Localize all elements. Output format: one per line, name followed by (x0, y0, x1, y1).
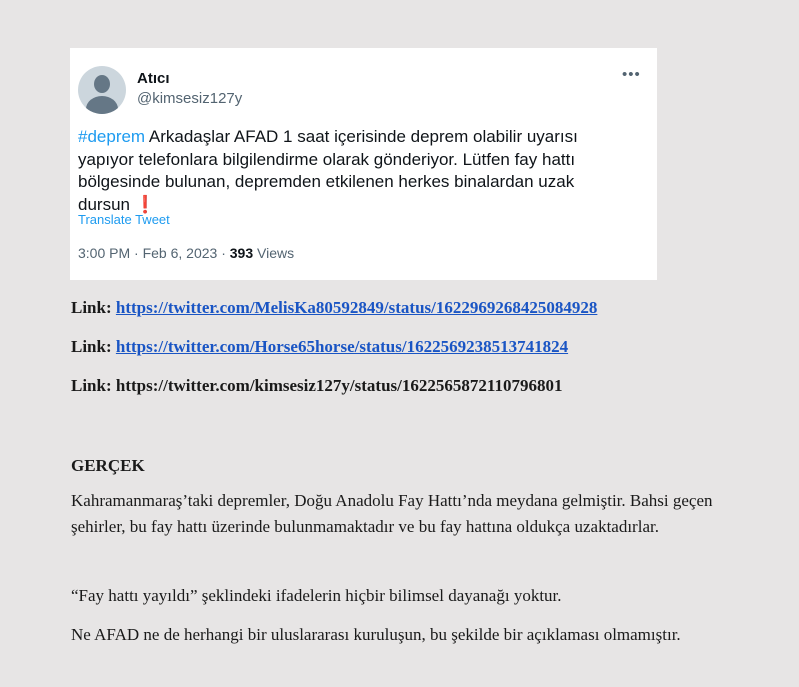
link-line-2 (71, 337, 568, 357)
link-url[interactable]: https://twitter.com/Horse65horse/status/1622569238513741824 (115, 337, 569, 356)
tweet-body: Arkadaşlar AFAD 1 saat içerisinde deprem olabilir uyarısı yapıyor telefonlara bilgilendirme olarak gönderiyor. Lütfen fay hattı bölgesinde bulunan, depremden etkilenen herkes binalardan uzak dursun (78, 127, 578, 214)
more-options-icon[interactable]: ••• (622, 66, 641, 83)
exclamation-emoji-icon: ❗ (134, 194, 156, 214)
tweet-text (78, 126, 608, 216)
hashtag-link[interactable]: #deprem (78, 127, 146, 146)
paragraph: Ne AFAD ne de herhangi bir uluslararası kuruluşun, bu şekilde bir açıklaması olmamıştır. (71, 625, 681, 644)
section-heading: GERÇEK (71, 456, 145, 475)
link-label: Link: (71, 376, 116, 395)
paragraph: Kahramanmaraş’taki depremler, Doğu Anadolu Fay Hattı’nda meydana gelmiştir. Bahsi geçen şehirler, bu fay hattı üzerinde bulunmamaktadır ve bu fay hattına oldukça uzaktadırlar. (71, 491, 713, 536)
avatar-body (86, 96, 118, 114)
avatar (78, 66, 126, 114)
views-label: Views (253, 245, 295, 261)
link-url-plain: https://twitter.com/kimsesiz127y/status/1622565872110796801 (115, 376, 563, 395)
tweet-author-handle: @kimsesiz127y (137, 90, 243, 107)
link-url[interactable]: https://twitter.com/MelisKa80592849/status/1622969268425084928 (115, 298, 598, 317)
views-count: 393 (229, 245, 254, 261)
link-label: Link: (71, 298, 116, 317)
tweet-author-name: Atıcı (137, 70, 170, 87)
link-line-3 (71, 376, 562, 396)
link-label: Link: (71, 337, 116, 356)
avatar-head (94, 75, 110, 93)
tweet-meta (78, 245, 294, 261)
tweet-time: 3:00 PM · Feb 6, 2023 · (78, 245, 230, 261)
translate-tweet-link[interactable]: Translate Tweet (78, 212, 170, 227)
paragraph: “Fay hattı yayıldı” şeklindeki ifadelerin hiçbir bilimsel dayanağı yoktur. (71, 586, 562, 605)
link-line-1 (71, 298, 597, 318)
tweet-screenshot (70, 48, 657, 280)
